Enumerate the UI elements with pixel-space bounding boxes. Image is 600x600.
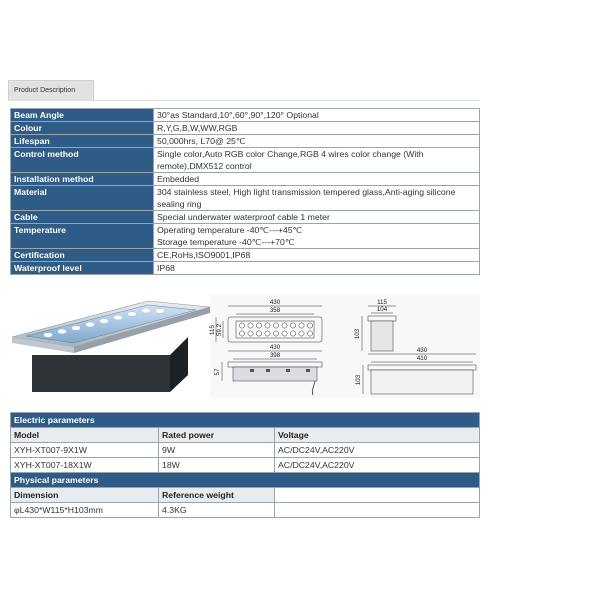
dim-top-inner-height: 59.2 (216, 323, 223, 337)
dim-side-inner: 398 (269, 352, 281, 359)
technical-drawing (210, 295, 480, 398)
tab-underline (8, 100, 480, 101)
dim-top-inner: 358 (269, 307, 281, 314)
spec-row (11, 262, 480, 275)
dim-side-height: 57 (214, 368, 221, 376)
tab-product-description[interactable]: Product Description (8, 80, 94, 101)
spec-row (11, 186, 480, 211)
spec-row (11, 173, 480, 186)
spec-value: R,Y,G,B,W,WW,RGB (154, 122, 480, 135)
dim-top-outer: 430 (269, 299, 281, 306)
spec-key: Lifespan (11, 135, 154, 148)
column-header: Voltage (275, 428, 480, 443)
spec-row (11, 135, 480, 148)
column-header: Dimension (11, 488, 159, 503)
dim-top-height: 115 (209, 325, 216, 335)
spec-row (11, 249, 480, 262)
spec-key: Colour (11, 122, 154, 135)
section-header-row (11, 413, 480, 428)
spec-key: Certification (11, 249, 154, 262)
table-cell: 4.3KG (159, 503, 275, 518)
spec-key: Temperature (11, 224, 154, 249)
spec-row (11, 109, 480, 122)
table-cell: AC/DC24V,AC220V (275, 458, 480, 473)
spec-row (11, 224, 480, 249)
dim-front-outer: 430 (416, 347, 428, 354)
dim-end-outer: 115 (377, 299, 387, 306)
physical-parameters-title: Physical parameters (11, 473, 480, 488)
dim-front-inner: 410 (416, 355, 428, 362)
column-header: Reference weight (159, 488, 275, 503)
table-cell: 18W (159, 458, 275, 473)
spec-row (11, 211, 480, 224)
spec-key: Beam Angle (11, 109, 154, 122)
spec-row (11, 148, 480, 173)
empty-cell (275, 488, 480, 503)
section-header-row (11, 473, 480, 488)
spec-value: Embedded (154, 173, 480, 186)
table-row (11, 503, 480, 518)
spec-row (11, 122, 480, 135)
column-header-row (11, 488, 480, 503)
spec-value: Operating temperature -40℃---+45℃ Storage temperature -40℃---+70℃ (154, 224, 480, 249)
column-header: Rated power (159, 428, 275, 443)
spec-value: 50,000hrs, L70@ 25℃ (154, 135, 480, 148)
spec-key: Material (11, 186, 154, 211)
dim-side-outer: 430 (269, 344, 281, 351)
table-cell: φL430*W115*H103mm (11, 503, 159, 518)
spec-key: Waterproof level (11, 262, 154, 275)
column-header-row (11, 428, 480, 443)
spec-table (10, 108, 480, 275)
dim-front-height: 103 (355, 374, 362, 386)
spec-key: Control method (11, 148, 154, 173)
table-cell: AC/DC24V,AC220V (275, 443, 480, 458)
dim-end-inner: 104 (376, 306, 388, 313)
table-cell: 9W (159, 443, 275, 458)
electric-parameters-title: Electric parameters (11, 413, 480, 428)
table-cell: XYH-XT007-18X1W (11, 458, 159, 473)
table-row (11, 443, 480, 458)
dim-end-height: 103 (354, 328, 361, 340)
spec-value: IP68 (154, 262, 480, 275)
table-row (11, 458, 480, 473)
spec-key: Installation method (11, 173, 154, 186)
spec-value: Single color,Auto RGB color Change,RGB 4 wires color change (With remote),DMX512 control (154, 148, 480, 173)
product-photo (10, 295, 210, 395)
empty-cell (275, 503, 480, 518)
spec-key: Cable (11, 211, 154, 224)
spec-value: 304 stainless steel, High light transmission tempered glass,Anti-aging silicone sealing ring (154, 186, 480, 211)
spec-value: Special underwater waterproof cable 1 meter (154, 211, 480, 224)
table-cell: XYH-XT007-9X1W (11, 443, 159, 458)
spec-value: CE,RoHs,ISO9001,IP68 (154, 249, 480, 262)
column-header: Model (11, 428, 159, 443)
parameters-table (10, 412, 480, 518)
spec-value: 30°as Standard,10°,60°,90°,120° Optional (154, 109, 480, 122)
